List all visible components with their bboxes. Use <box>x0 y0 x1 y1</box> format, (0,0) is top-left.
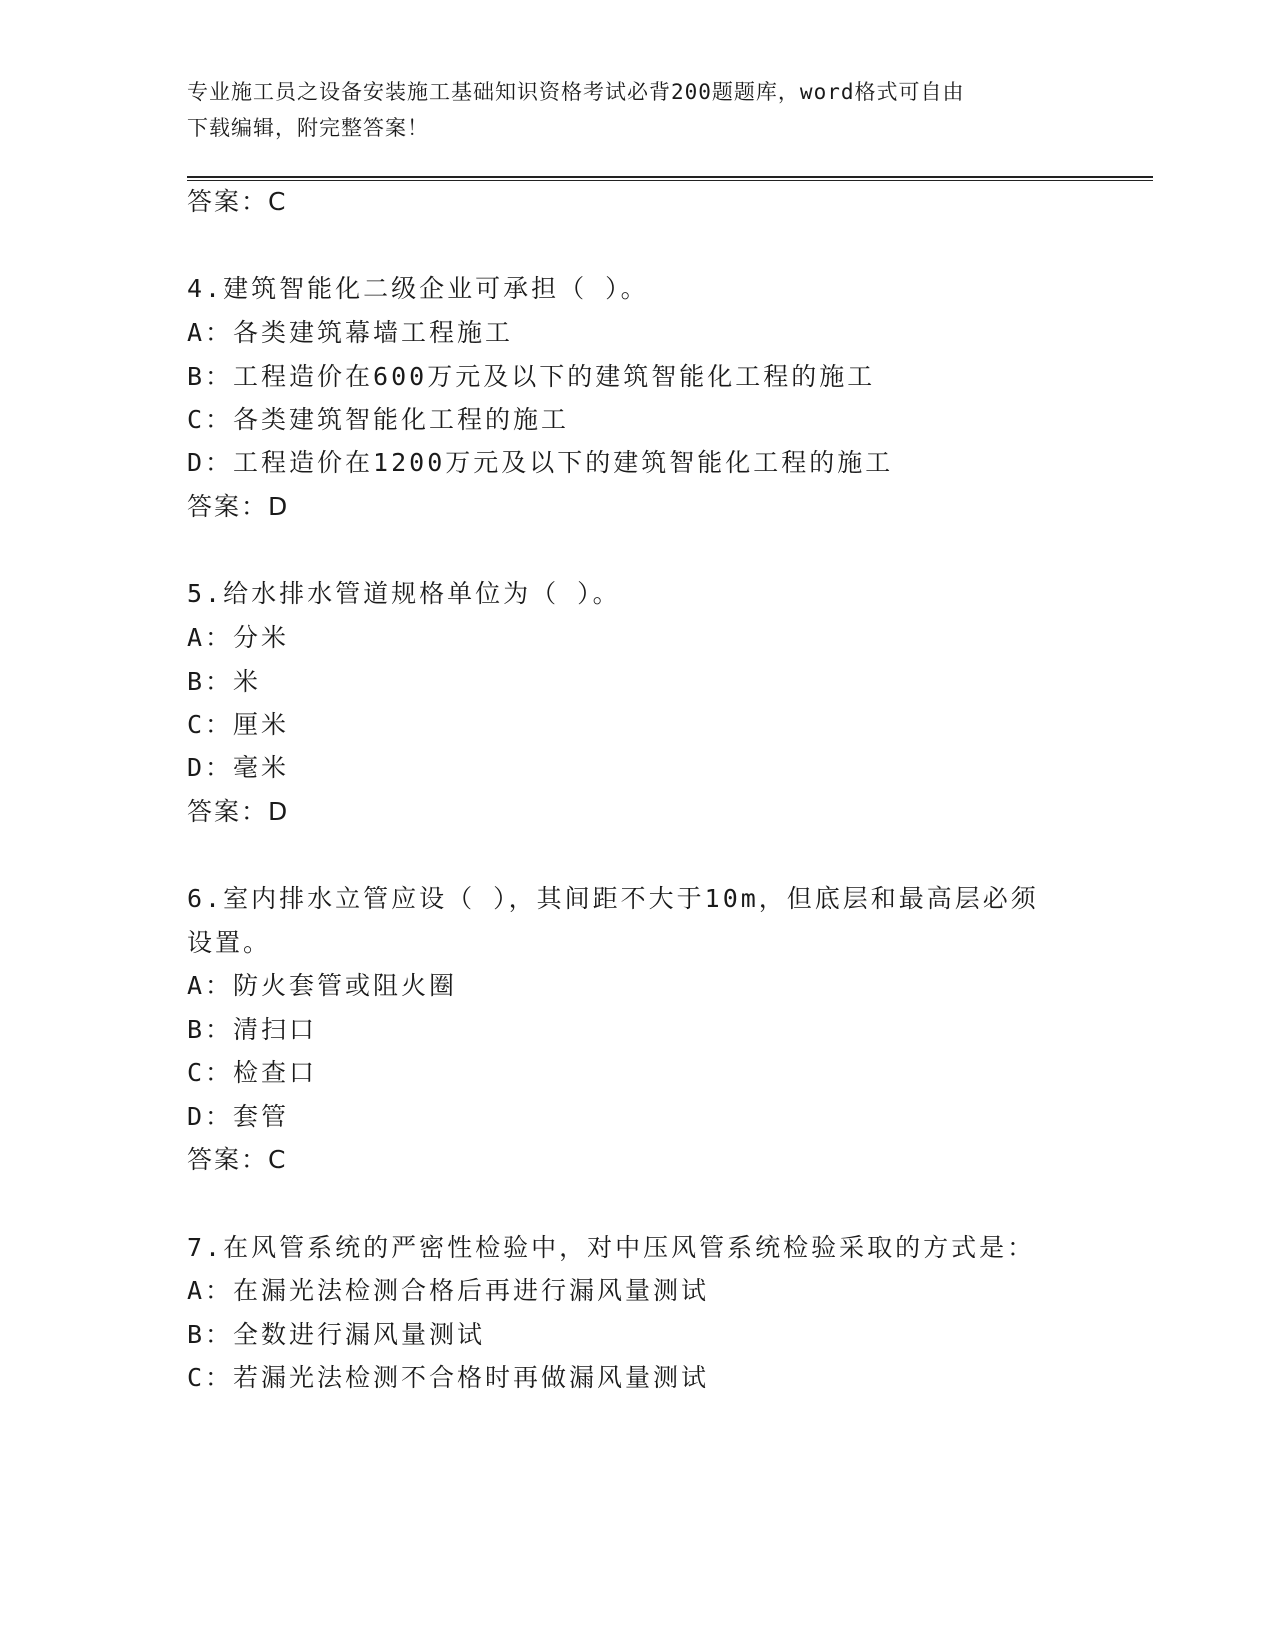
header-divider <box>187 176 1153 178</box>
question-4-answer: 答案：D <box>187 492 290 521</box>
question-5-option-d: D：毫米 <box>187 753 290 782</box>
question-5-stem: 5.给水排水管道规格单位为（ ）。 <box>187 579 621 608</box>
question-6-option-b: B：清扫口 <box>187 1015 318 1044</box>
question-5-option-a: A：分米 <box>187 623 290 652</box>
header-line-1: 专业施工员之设备安装施工基础知识资格考试必背200题题库，word格式可自由 <box>187 80 965 104</box>
question-6-stem-line-1: 6.室内排水立管应设（ ），其间距不大于10m，但底层和最高层必须 <box>187 884 1039 913</box>
question-4-stem: 4.建筑智能化二级企业可承担（ ）。 <box>187 274 649 303</box>
question-6-option-a: A：防火套管或阻火圈 <box>187 971 458 1000</box>
question-4-option-a: A：各类建筑幕墙工程施工 <box>187 318 514 347</box>
question-4-option-d: D：工程造价在1200万元及以下的建筑智能化工程的施工 <box>187 448 894 477</box>
question-6-option-c: C：检查口 <box>187 1058 318 1087</box>
question-7-stem: 7.在风管系统的严密性检验中，对中压风管系统检验采取的方式是： <box>187 1233 1036 1262</box>
question-6-answer: 答案：C <box>187 1145 288 1174</box>
header-line-2: 下载编辑，附完整答案！ <box>187 116 429 140</box>
header-divider-thin <box>187 180 1153 181</box>
question-5-answer: 答案：D <box>187 797 290 826</box>
question-4-option-c: C：各类建筑智能化工程的施工 <box>187 405 570 434</box>
question-4-option-b: B：工程造价在600万元及以下的建筑智能化工程的施工 <box>187 362 876 391</box>
question-6-stem-line-2: 设置。 <box>187 928 272 957</box>
question-5-option-c: C：厘米 <box>187 710 290 739</box>
question-6-option-d: D：套管 <box>187 1102 290 1131</box>
document-header <box>187 74 1067 146</box>
question-5-option-b: B：米 <box>187 667 262 696</box>
answer-prev: 答案：C <box>187 187 288 216</box>
question-7-option-a: A：在漏光法检测合格后再进行漏风量测试 <box>187 1276 710 1305</box>
question-7-option-b: B：全数进行漏风量测试 <box>187 1320 486 1349</box>
question-7-option-c: C：若漏光法检测不合格时再做漏风量测试 <box>187 1363 710 1392</box>
